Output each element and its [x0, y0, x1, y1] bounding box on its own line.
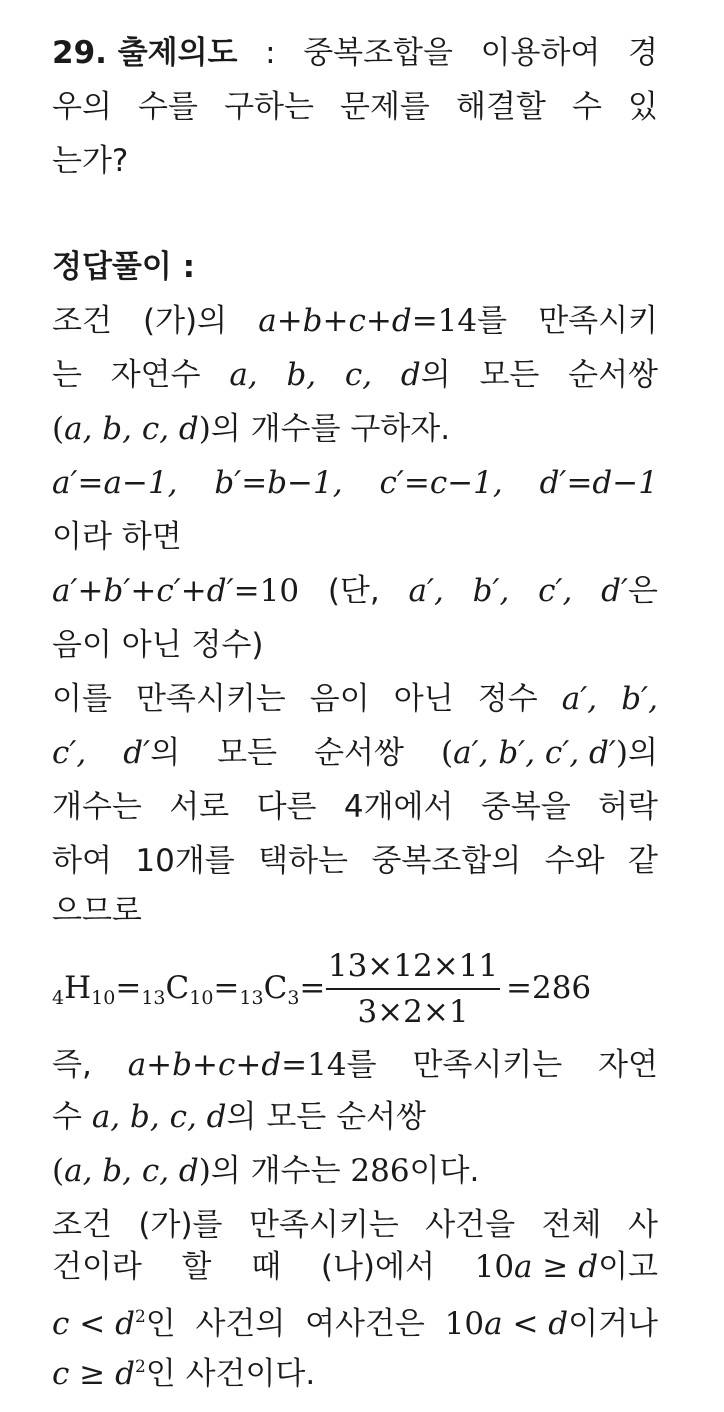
word: (단,: [327, 573, 380, 609]
word: 순서쌍: [336, 1099, 426, 1135]
fraction-numerator: 13×12×11: [327, 948, 499, 984]
body-line-8: [52, 674, 658, 724]
number: 10: [259, 573, 300, 609]
word: 중복을: [480, 789, 571, 825]
word: 할: [181, 1249, 212, 1285]
answer-heading: 정답풀이 :: [52, 249, 195, 285]
substitution: d′=d−1: [539, 465, 658, 501]
relation: ≥: [542, 1249, 569, 1285]
word: 건이라: [52, 1249, 142, 1285]
variable: a,: [229, 357, 258, 393]
word: 순서쌍: [314, 735, 404, 771]
equals-sign: =: [281, 1047, 308, 1083]
particle: 를: [477, 303, 508, 339]
word: 택하는: [258, 843, 348, 879]
word: 조건: [52, 1207, 112, 1243]
variable: a′,: [561, 681, 598, 717]
number: 14: [307, 1047, 347, 1083]
word: 있: [628, 89, 658, 125]
ordered-tuple: a, b, c, d: [64, 411, 199, 447]
var-with-particle: [123, 728, 180, 778]
variable: d′: [123, 735, 151, 771]
variable: d: [115, 1306, 135, 1342]
word: 수: [571, 89, 602, 125]
particle: 인: [145, 1306, 176, 1342]
variable: d: [206, 1099, 227, 1135]
particle: 의: [226, 1099, 257, 1135]
variable: d: [578, 1249, 599, 1285]
body-line-7: 음이 아닌 정수): [52, 627, 264, 663]
inequality: [475, 1242, 658, 1292]
word: 이를: [52, 681, 112, 717]
text: 인 사건이다.: [145, 1356, 316, 1392]
equation-lhs: a′+b′+c′+d′: [52, 573, 234, 609]
particle: 은: [628, 573, 658, 609]
body-line-2: [52, 350, 658, 400]
word: 다른: [256, 789, 317, 825]
ordered-tuple: a, b, c, d: [64, 1153, 199, 1189]
equals-sign: =: [115, 970, 142, 1006]
body-line-9: [52, 728, 658, 778]
substitution: b′=b−1,: [214, 465, 343, 501]
number: 14: [437, 303, 478, 339]
equation: [128, 1040, 377, 1090]
equation-lhs: a+b+c+d: [258, 303, 412, 339]
word: 즉,: [52, 1047, 92, 1083]
question-number: [52, 28, 238, 78]
word: 아닌: [393, 681, 454, 717]
prescript: 4: [52, 987, 65, 1009]
result-number: 286: [531, 970, 592, 1006]
variable: d′: [601, 573, 628, 609]
substitution: c′=c−1,: [379, 465, 503, 501]
word: 전체: [541, 1207, 602, 1243]
variable: c,: [169, 1099, 197, 1135]
paren: ): [198, 411, 211, 447]
body-line-3: [52, 404, 658, 454]
number: 10: [444, 1306, 485, 1342]
paren: (: [52, 411, 65, 447]
word: 수: [52, 1099, 82, 1135]
word: 사건을: [425, 1207, 516, 1243]
body-line-13: [52, 1040, 658, 1090]
body-line-12: 으므로: [52, 893, 142, 929]
word: 조건: [52, 303, 112, 339]
equals-sign: =: [233, 573, 260, 609]
text: 의 개수는: [210, 1153, 341, 1189]
variable: c′,: [52, 735, 87, 771]
word: 모든: [479, 357, 540, 393]
word: 개수는: [52, 789, 142, 825]
word: 여사건은: [305, 1306, 425, 1342]
word: 때: [251, 1249, 282, 1285]
relation: <: [512, 1306, 539, 1342]
equals-sign: =: [299, 970, 326, 1006]
var-with-particle: [601, 566, 658, 616]
word: 정수: [477, 681, 538, 717]
prescript: 13: [239, 987, 264, 1009]
body-line-18: [52, 1292, 658, 1342]
body-line-6: [52, 566, 658, 616]
number: 286: [350, 1153, 410, 1189]
variable: a: [484, 1306, 503, 1342]
word: (나)에서: [320, 1249, 435, 1285]
paren: ): [198, 1153, 211, 1189]
exponent: 2: [134, 1357, 146, 1377]
intent-colon: :: [265, 35, 276, 71]
variable: b,: [130, 1099, 160, 1135]
word: (가)의: [143, 303, 228, 339]
text: 의 개수를 구하자.: [210, 411, 451, 447]
word: 10개를: [135, 843, 235, 879]
variable: d: [548, 1306, 569, 1342]
subscript: 10: [91, 987, 116, 1009]
c-symbol: C: [165, 970, 190, 1006]
paren: (: [52, 1153, 65, 1189]
ordered-tuple: a′, b′, c′, d′: [453, 735, 616, 771]
word: 자연수: [110, 357, 201, 393]
variable: a,: [91, 1099, 121, 1135]
word: 문제를: [340, 89, 430, 125]
text: 이다.: [409, 1153, 480, 1189]
word: 같: [628, 843, 658, 879]
body-line-4: [52, 458, 658, 508]
variable: b′,: [472, 573, 510, 609]
equation: [258, 296, 507, 346]
body-line-1: [52, 296, 658, 346]
body-line-5: 이라 하면: [52, 519, 182, 555]
particle: 의: [150, 735, 181, 771]
combination-formula: [52, 946, 658, 1030]
subscript: 10: [189, 987, 214, 1009]
particle: 의: [628, 735, 658, 771]
particle: 이거나: [568, 1306, 658, 1342]
word: 사건의: [195, 1306, 286, 1342]
word: 서로: [169, 789, 230, 825]
word: 모든: [266, 1099, 327, 1135]
word: 4개에서: [343, 789, 454, 825]
word: 순서쌍: [568, 357, 658, 393]
substitution: a′=a−1,: [52, 465, 178, 501]
tuple-with-particle: [441, 728, 658, 778]
variable: a: [514, 1249, 533, 1285]
word: 만족시키는: [412, 1047, 563, 1083]
word: 허락: [598, 789, 658, 825]
intent-line-1: [52, 28, 658, 78]
fraction-denominator: 3×2×1: [357, 994, 469, 1030]
equation-lhs: a+b+c+d: [127, 1047, 282, 1083]
var-with-particle: [401, 350, 451, 400]
word: 음이: [309, 681, 370, 717]
paren: (: [440, 735, 454, 771]
word: 만족시키: [538, 303, 658, 339]
question-number-text: 29.: [52, 35, 107, 71]
variable: a′,: [408, 573, 444, 609]
inequality: [52, 1292, 176, 1349]
subscript: 3: [287, 987, 300, 1009]
variable: c′,: [538, 573, 573, 609]
particle: 를: [346, 1047, 377, 1083]
equation: [52, 566, 299, 616]
word: 만족시키는: [249, 1207, 399, 1243]
word: 사: [627, 1207, 658, 1243]
variable: b′,: [621, 681, 658, 717]
formula-result: [506, 968, 591, 1008]
word: 수와: [544, 843, 605, 879]
word: 모든: [217, 735, 278, 771]
intent-label: 출제의도: [117, 35, 238, 71]
equals-sign: =: [506, 970, 532, 1006]
intent-line-2: [52, 82, 658, 132]
word: 자연: [598, 1047, 658, 1083]
word: 는: [52, 357, 82, 393]
particle: 의: [420, 357, 451, 393]
body-line-11: [52, 836, 658, 886]
word: 만족시키는: [135, 681, 286, 717]
word: 수를: [138, 89, 198, 125]
word: 구하는: [224, 89, 314, 125]
fraction: [326, 946, 500, 1030]
prescript: 13: [141, 987, 166, 1009]
word: 해결할: [456, 89, 546, 125]
word: 이용하여: [480, 35, 601, 71]
intent-line-3: 는가?: [52, 143, 129, 179]
formula-lhs: [52, 968, 325, 1008]
c-symbol: C: [263, 970, 288, 1006]
word: (가)를: [138, 1207, 223, 1243]
paren: ): [615, 735, 629, 771]
variable: d: [115, 1356, 135, 1392]
variable: d: [400, 357, 421, 393]
fraction-bar: [326, 988, 500, 990]
particle: 이고: [598, 1249, 658, 1285]
word: 경: [628, 35, 658, 71]
body-line-10: [52, 782, 658, 832]
body-line-14: [52, 1092, 658, 1142]
relation: <: [79, 1306, 106, 1342]
word: 하여: [52, 843, 112, 879]
exponent: 2: [134, 1307, 146, 1327]
h-symbol: H: [64, 970, 92, 1006]
variable: c: [52, 1306, 70, 1342]
number: 10: [474, 1249, 515, 1285]
equals-sign: =: [213, 970, 240, 1006]
body-line-19: [52, 1342, 658, 1392]
word: 중복조합의: [371, 843, 522, 879]
word: 우의: [52, 89, 112, 125]
variable: b,: [286, 357, 317, 393]
variable: c,: [344, 357, 373, 393]
variable: c: [52, 1356, 70, 1392]
body-line-15: [52, 1146, 658, 1196]
body-line-17: [52, 1242, 658, 1292]
relation: ≥: [79, 1356, 106, 1392]
word: 중복조합을: [303, 35, 453, 71]
equals-sign: =: [411, 303, 438, 339]
